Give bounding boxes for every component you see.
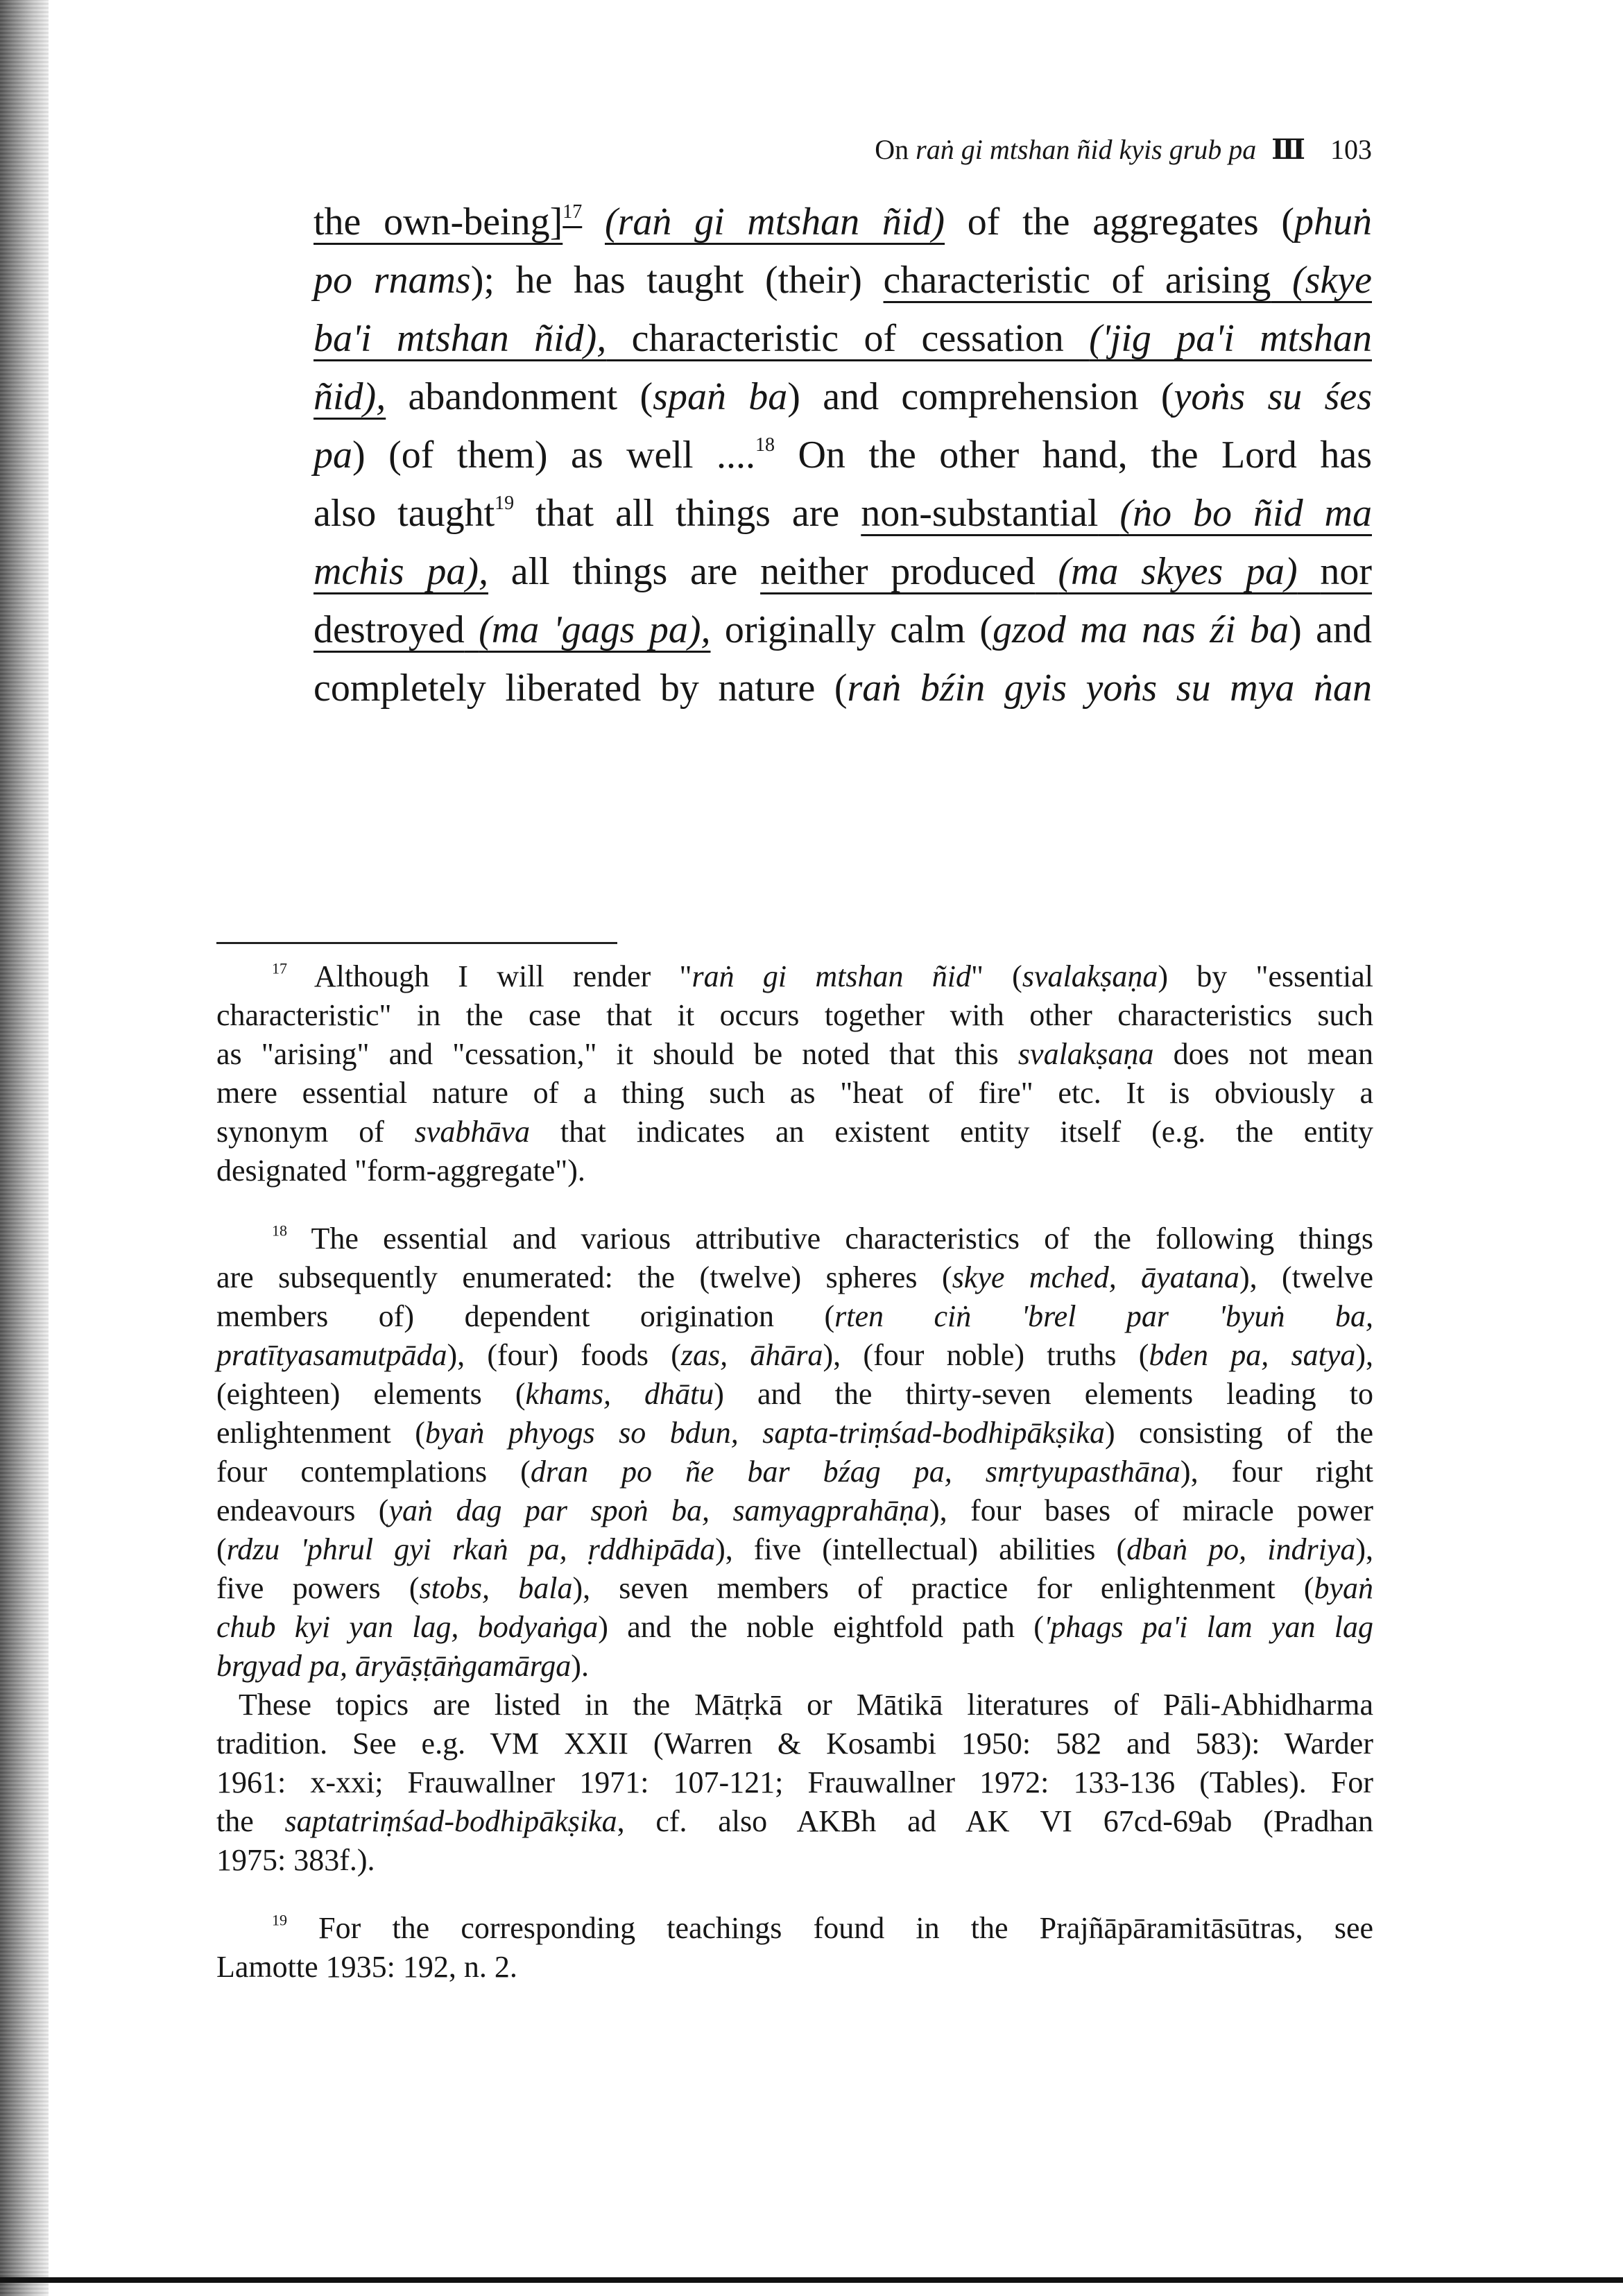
footnote-17-line: as "arising" and "cessation," it should be noted that this svalakṣaṇa does not mean — [216, 1037, 1373, 1071]
page-number: 103 — [1330, 134, 1372, 165]
footnote-18-continuation-line: tradition. See e.g. VM XXII (Warren & Kosambi 1950: 582 and 583): Warder — [216, 1727, 1373, 1760]
footnote-19-line: $^{19}$ For the corresponding teachings found in the Prajñāpāramitāsūtras, see — [272, 1911, 1373, 1945]
footnote-divider — [216, 942, 617, 944]
footnote-17-line: $^{17}$ Although I will render "raṅ gi mtshan ñid" (svalakṣaṇa) by "essential — [272, 959, 1374, 993]
body-line: ñid), abandonment (spaṅ ba) and comprehension (yoṅs su śes — [314, 375, 1372, 418]
footnote-18-continuation-line: the saptatriṃśad-bodhipākṣika, cf. also AKBh ad AK VI 67cd-69ab (Pradhan — [216, 1804, 1373, 1838]
footnote-18-line: chub kyi yan lag, bodyaṅga) and the noble eightfold path ('phags pa'i lam yan lag — [216, 1610, 1374, 1644]
footnote-number-18: 18 — [272, 1222, 287, 1240]
footnote-18-line: endeavours (yaṅ dag par spoṅ ba, samyagprahāṇa), four bases of miracle power — [216, 1493, 1374, 1527]
body-line: the own-being]$^{17}$ (raṅ gi mtshan ñid) of the aggregates (phuṅ — [314, 200, 1372, 243]
footnote-18-continuation-line: 1975: 383f.). — [216, 1843, 375, 1877]
header-title: raṅ gi mtshan ñid kyis grub pa — [916, 134, 1257, 165]
footnote-18-line: pratītyasamutpāda), (four) foods (zas, āhāra), (four noble) truths (bden pa, satya), — [216, 1338, 1373, 1372]
header-separator: Ⅲ — [1271, 134, 1305, 165]
footnote-18-continuation-line: These topics are listed in the Mātṛkā or Mātikā literatures of Pāli-Abhidharma — [239, 1688, 1373, 1722]
footnote-number-19: 19 — [272, 1911, 287, 1929]
footnote-17-line: designated "form-aggregate"). — [216, 1154, 585, 1188]
body-line: destroyed (ma 'gags pa), originally calm (gzod ma nas źi ba) and — [314, 608, 1372, 651]
running-header — [694, 130, 1372, 169]
footnote-18-continuation-line: 1961: x-xxi; Frauwallner 1971: 107-121; Frauwallner 1972: 133-136 (Tables). For — [216, 1765, 1373, 1799]
footnote-18-line: members of) dependent origination (rten ciṅ 'brel par 'byuṅ ba, — [216, 1299, 1373, 1333]
footnote-18-line: $^{18}$ The essential and various attributive characteristics of the following things — [272, 1222, 1373, 1256]
body-line: po rnams); he has taught (their) characteristic of arising (skye — [314, 259, 1373, 302]
header-prefix: On — [875, 134, 909, 165]
body-line: pa) (of them) as well ....$^{18}$ On the other hand, the Lord has — [314, 434, 1372, 477]
footnote-gap — [216, 1880, 1373, 1909]
footnote-18-line: (eighteen) elements (khams, dhātu) and the thirty-seven elements leading to — [216, 1377, 1373, 1411]
footnote-18-line: brgyad pa, āryāṣṭāṅgamārga). — [216, 1649, 589, 1683]
footnote-17-line: synonym of svabhāva that indicates an existent entity itself (e.g. the entity — [216, 1115, 1374, 1149]
footnotes-section — [216, 957, 1373, 1987]
binding-shadow — [0, 0, 49, 2296]
footnote-ref-18: 18 — [755, 434, 775, 456]
footnote-18-line: enlightenment (byaṅ phyogs so bdun, sapta-triṃśad-bodhipākṣika) consisting of the — [216, 1416, 1373, 1450]
footnote-17-line: characteristic" in the case that it occurs together with other characteristics such — [216, 998, 1373, 1032]
body-line: completely liberated by nature (raṅ bźin gyis yoṅs su mya ṅan — [314, 667, 1372, 710]
bottom-edge-rule — [0, 2277, 1623, 2283]
body-line: ba'i mtshan ñid), characteristic of cessation ('jig pa'i mtshan — [314, 317, 1372, 360]
footnote-18-line: (rdzu 'phrul gyi rkaṅ pa, ṛddhipāda), five (intellectual) abilities (dbaṅ po, indriya), — [216, 1532, 1374, 1566]
body-line: also taught$^{19}$ that all things are non-substantial (ṅo bo ñid ma — [314, 492, 1372, 535]
footnote-17-line: mere essential nature of a thing such as "heat of fire" etc. It is obviously a — [216, 1076, 1373, 1110]
footnote-18-line: four contemplations (dran po ñe bar bźag pa, smṛtyupasthāna), four right — [216, 1455, 1374, 1489]
body-line: mchis pa), all things are neither produced (ma skyes pa) nor — [314, 550, 1373, 593]
main-body-text — [314, 193, 1372, 717]
footnote-ref-19: 19 — [495, 492, 515, 515]
footnote-19-line: Lamotte 1935: 192, n. 2. — [216, 1950, 517, 1984]
footnote-number-17: 17 — [272, 959, 287, 977]
footnote-18-line: five powers (stobs, bala), seven members of practice for enlightenment (byaṅ — [216, 1571, 1374, 1605]
footnote-ref-17: 17 — [563, 201, 583, 223]
footnote-gap — [216, 1190, 1373, 1219]
footnote-18-line: are subsequently enumerated: the (twelve) spheres (skye mched, āyatana), (twelve — [216, 1260, 1373, 1294]
